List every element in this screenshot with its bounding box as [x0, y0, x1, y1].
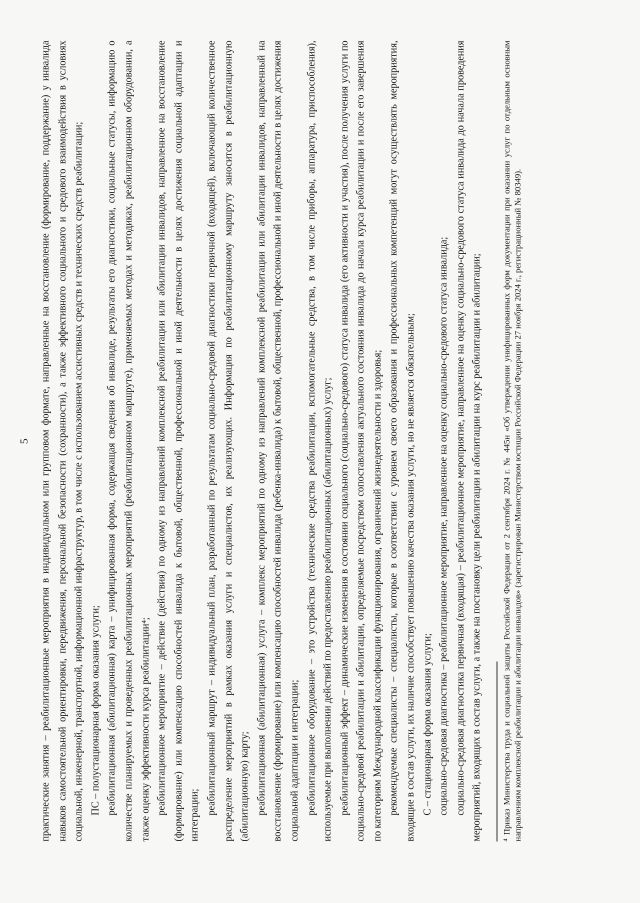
paragraph-social-diagnostics: социально-средовая диагностика – реабилитационное мероприятие, направленное на оценку социально-средового статуса инвалида;: [438, 236, 450, 815]
paragraph-ps: ПС – полустационарная форма оказания услуги;: [89, 604, 101, 815]
paragraph-s: С – стационарная форма оказания услуги;: [421, 632, 433, 815]
paragraph-rehab-equipment: реабилитационное оборудование – это устройства (технические средства реабилитации, вспомогательные средства, в том числе приборы, аппаратура, приспособления), используемые при выполнении действий по предоставлению реабилитационных (абилитационных) услуг;: [305, 40, 334, 841]
footnote: ⁴ Приказ Министерства труда и социальной защиты Российской Федерации от 2 сентября 2024 г. № 445н «Об утверждении унифицированных форм документации при оказании услуг по отдельным основным направлениям комплексной реабилитации и абилитации инвалидов» (зарегистрирован Министерством юстиции Российской Федерации 27 ноября 2024 г., регистрационный № 80349).: [501, 40, 523, 841]
page-number: 5: [18, 437, 30, 444]
document-body: [38, 40, 486, 841]
paragraph-rehab-card: реабилитационная (абилитационная) карта – унифицированная форма, содержащая сведения об инвалиде, результаты его диагностики, социальные статусы, информацию о количестве планируемых и проведенных реабилитационных мероприятий (реабилитационном маршруте), применяемых методах и методиках, реабилитационном оборудовании, а также оценку эффективности курса реабилитации⁴;: [106, 40, 151, 841]
paragraph-practical-lessons: практические занятия – реабилитационные мероприятия в индивидуальном или групповом формате, направленные на восстановление (формирование, поддержание) у инвалида навыков самостоятельной ориентировки, передвижения, персональной безопасности (сохранности), а также эффективного социального и средового взаимодействия в условиях социальной, инженерной, транспортной, информационной инфраструктур, в том числе с использованием ассистивных средств и технических средств реабилитации;: [40, 40, 85, 841]
footnote-divider: [496, 661, 497, 841]
paragraph-primary-diagnostics: социально-средовая диагностика первичная (входящая) – реабилитационное мероприятие, направленное на оценку социально-средового статуса инвалида до начала проведения мероприятий, входящих в состав услуги, а также на постановку цели реабилитации и абилитации на курс реабилитации и абилитации;: [454, 40, 483, 841]
paragraph-rehab-measure: реабилитационное мероприятие – действие (действия) по одному из направлений комплексной реабилитации или абилитации инвалидов, направленное на восстановление (формирование) или компенсацию способностей инвалида к бытовой, общественной, профессиональной и иной деятельности в целях достижения социальной адаптации и интеграции;: [156, 40, 201, 841]
paragraph-recommended-specialists: рекомендуемые специалисты – специалисты, которые в соответствии с уровнем своего образования и профессиональных компетенций могут осуществлять мероприятия, входящие в состав услуги, их наличие способствует повышению качества оказания услуги, но не является обязательным;: [388, 40, 417, 841]
paragraph-rehab-effect: реабилитационный эффект – динамические изменения в состоянии социального (социально-средового) статуса инвалида (его активности и участия), после получения услуги по социально-средовой реабилитации и абилитации, определяемые посредством сопоставления актуального состояния инвалида до начала курса реабилитации и после его завершения по категориям Международной классификации функционирования, ограничений жизнедеятельности и здоровья;: [338, 40, 383, 841]
paragraph-rehab-route: реабилитационный маршрут – индивидуальный план, разработанный по результатам социально-средовой диагностики первичной (входящей), включающий количественное распределение мероприятий в рамках оказания услуги и специалистов, их реализующих. Информация по реабилитационному маршруту заносится в реабилитационную (абилитационную) карту;: [205, 40, 251, 841]
paragraph-rehab-service: реабилитационная (абилитационная) услуга – комплекс мероприятий по одному из направлений комплексной реабилитации или абилитации инвалидов, направленный на восстановление (формирование) или компенсацию способностей инвалида (ребенка-инвалида) к бытовой, общественной, профессиональной и иной деятельности в целях достижения социальной адаптации и интеграции;: [255, 40, 300, 841]
